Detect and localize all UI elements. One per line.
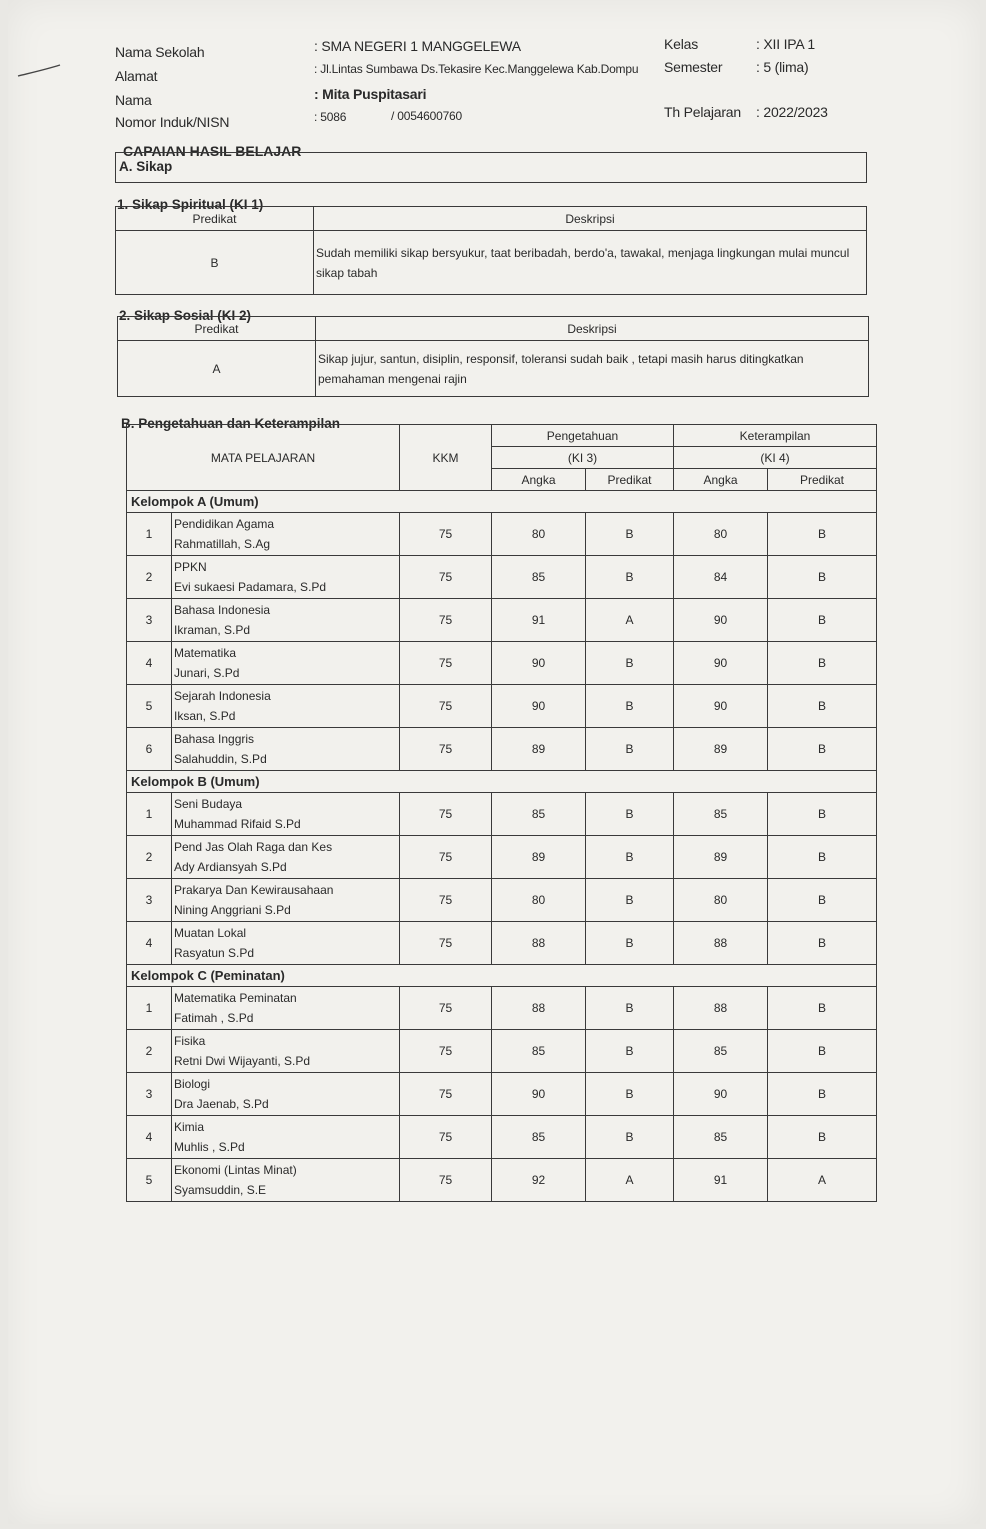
table-row (127, 879, 877, 922)
table-row (127, 1159, 877, 1202)
table-row (127, 728, 877, 771)
pengetahuan-angka: 85 (492, 1030, 586, 1073)
subject-name: Pend Jas Olah Raga dan Kes (174, 840, 333, 854)
subject-name: Kimia (174, 1120, 205, 1134)
pengetahuan-predikat: B (586, 1030, 674, 1073)
grades-body (127, 491, 877, 1202)
header-keterampilan: Keterampilan (674, 425, 877, 447)
teacher-name: Syamsuddin, S.E (174, 1183, 267, 1197)
spiritual-deskripsi: Sudah memiliki sikap bersyukur, taat beribadah, berdo'a, tawakal, menjaga lingkungan mulai muncul sikap tabah (314, 231, 867, 295)
teacher-name: Muhammad Rifaid S.Pd (174, 817, 301, 831)
teacher-name: Rahmatillah, S.Ag (174, 537, 271, 551)
kkm-value: 75 (400, 1073, 492, 1116)
kkm-value: 75 (400, 685, 492, 728)
table-row (127, 556, 877, 599)
pengetahuan-angka: 89 (492, 836, 586, 879)
table-row (127, 513, 877, 556)
kkm-value: 75 (400, 793, 492, 836)
pengetahuan-predikat: A (586, 599, 674, 642)
address-value: : Jl.Lintas Sumbawa Ds.Tekasire Kec.Manggelewa Kab.Dompu (314, 62, 639, 76)
sosial-deskripsi: Sikap jujur, santun, disiplin, responsif, toleransi sudah baik , tetapi masih harus ditingkatkan pemahaman mengenai rajin (316, 341, 869, 397)
kkm-value: 75 (400, 513, 492, 556)
subject-cell (172, 1159, 400, 1202)
kkm-value: 75 (400, 879, 492, 922)
sosial-predikat: A (118, 341, 316, 397)
school-label: Nama Sekolah (115, 44, 205, 60)
teacher-name: Fatimah , S.Pd (174, 1011, 254, 1025)
spiritual-heading: 1. Sikap Spiritual (KI 1) (117, 197, 264, 212)
pengetahuan-predikat: B (586, 836, 674, 879)
subject-name: Muatan Lokal (174, 926, 247, 940)
subject-name: Fisika (174, 1034, 206, 1048)
keterampilan-angka: 80 (674, 513, 768, 556)
spiritual-table (115, 206, 867, 295)
kkm-value: 75 (400, 1159, 492, 1202)
header-ki4: (KI 4) (674, 447, 877, 469)
pengetahuan-predikat: A (586, 1159, 674, 1202)
teacher-name: Iksan, S.Pd (174, 709, 236, 723)
pengetahuan-angka: 85 (492, 793, 586, 836)
group-row (127, 771, 877, 793)
keterampilan-predikat: B (768, 836, 877, 879)
pengetahuan-predikat: B (586, 513, 674, 556)
subject-name: Matematika (174, 646, 237, 660)
row-number: 1 (127, 793, 172, 836)
kkm-value: 75 (400, 599, 492, 642)
pengetahuan-angka: 89 (492, 728, 586, 771)
keterampilan-angka: 89 (674, 836, 768, 879)
keterampilan-predikat: B (768, 642, 877, 685)
spiritual-col-deskripsi: Deskripsi (314, 207, 867, 231)
row-number: 5 (127, 1159, 172, 1202)
header-pengetahuan: Pengetahuan (492, 425, 674, 447)
pengetahuan-angka: 90 (492, 685, 586, 728)
teacher-name: Junari, S.Pd (174, 666, 240, 680)
table-row (127, 685, 877, 728)
sosial-heading: 2. Sikap Sosial (KI 2) (119, 308, 252, 323)
subject-name: Sejarah Indonesia (174, 689, 271, 703)
pengetahuan-angka: 85 (492, 556, 586, 599)
kkm-value: 75 (400, 556, 492, 599)
spiritual-predikat: B (116, 231, 314, 295)
row-number: 2 (127, 836, 172, 879)
keterampilan-predikat: B (768, 599, 877, 642)
keterampilan-angka: 80 (674, 879, 768, 922)
row-number: 4 (127, 922, 172, 965)
grades-table (126, 424, 877, 1202)
keterampilan-angka: 84 (674, 556, 768, 599)
row-number: 6 (127, 728, 172, 771)
row-number: 3 (127, 599, 172, 642)
keterampilan-angka: 85 (674, 1030, 768, 1073)
pengetahuan-predikat: B (586, 685, 674, 728)
keterampilan-predikat: B (768, 685, 877, 728)
subject-cell (172, 728, 400, 771)
header-k-predikat: Predikat (768, 469, 877, 491)
subject-name: Biologi (174, 1077, 211, 1091)
pengetahuan-angka: 88 (492, 987, 586, 1030)
keterampilan-angka: 85 (674, 793, 768, 836)
pengetahuan-angka: 85 (492, 1116, 586, 1159)
student-name: : Mita Puspitasari (314, 86, 427, 102)
table-row (127, 1116, 877, 1159)
name-label: Nama (115, 92, 152, 108)
pengetahuan-predikat: B (586, 728, 674, 771)
keterampilan-angka: 90 (674, 599, 768, 642)
subject-cell (172, 793, 400, 836)
keterampilan-predikat: B (768, 922, 877, 965)
table-row (127, 1030, 877, 1073)
semester-label: Semester (664, 59, 723, 75)
header-p-angka: Angka (492, 469, 586, 491)
keterampilan-predikat: B (768, 987, 877, 1030)
subject-cell (172, 922, 400, 965)
sikap-title: A. Sikap (119, 159, 173, 174)
keterampilan-predikat: B (768, 1073, 877, 1116)
subject-cell (172, 685, 400, 728)
subject-cell (172, 1073, 400, 1116)
subject-cell (172, 1116, 400, 1159)
subject-cell (172, 1030, 400, 1073)
pengetahuan-angka: 90 (492, 1073, 586, 1116)
pengetahuan-predikat: B (586, 922, 674, 965)
header-subject: MATA PELAJARAN (127, 425, 400, 491)
kkm-value: 75 (400, 922, 492, 965)
teacher-name: Retni Dwi Wijayanti, S.Pd (174, 1054, 311, 1068)
keterampilan-predikat: B (768, 793, 877, 836)
group-row (127, 491, 877, 513)
semester-value: : 5 (lima) (756, 59, 809, 75)
pengetahuan-angka: 88 (492, 922, 586, 965)
keterampilan-angka: 90 (674, 642, 768, 685)
subject-cell (172, 599, 400, 642)
spiritual-col-predikat: Predikat (116, 207, 314, 231)
sosial-col-deskripsi: Deskripsi (316, 317, 869, 341)
teacher-name: Rasyatun S.Pd (174, 946, 255, 960)
table-row (127, 1073, 877, 1116)
teacher-name: Nining Anggriani S.Pd (174, 903, 291, 917)
year-value: : 2022/2023 (756, 104, 828, 120)
class-label: Kelas (664, 36, 699, 52)
table-row (127, 599, 877, 642)
header-kkm: KKM (400, 425, 492, 491)
address-label: Alamat (115, 68, 158, 84)
keterampilan-predikat: B (768, 728, 877, 771)
keterampilan-angka: 88 (674, 922, 768, 965)
header-p-predikat: Predikat (586, 469, 674, 491)
subject-cell (172, 836, 400, 879)
row-number: 1 (127, 987, 172, 1030)
keterampilan-predikat: B (768, 1030, 877, 1073)
subject-cell (172, 513, 400, 556)
pengetahuan-predikat: B (586, 987, 674, 1030)
subject-name: Pendidikan Agama (174, 517, 275, 531)
pengetahuan-predikat: B (586, 556, 674, 599)
kkm-value: 75 (400, 728, 492, 771)
subject-name: Bahasa Indonesia (174, 603, 271, 617)
pen-mark (16, 60, 66, 82)
pengetahuan-predikat: B (586, 1073, 674, 1116)
pengetahuan-predikat: B (586, 793, 674, 836)
keterampilan-angka: 90 (674, 1073, 768, 1116)
grades-title: B. Pengetahuan dan Keterampilan (121, 416, 341, 431)
row-number: 2 (127, 556, 172, 599)
school-value: : SMA NEGERI 1 MANGGELEWA (314, 38, 521, 54)
subject-name: Prakarya Dan Kewirausahaan (174, 883, 334, 897)
teacher-name: Dra Jaenab, S.Pd (174, 1097, 269, 1111)
group-row (127, 965, 877, 987)
teacher-name: Evi sukaesi Padamara, S.Pd (174, 580, 327, 594)
subject-cell (172, 642, 400, 685)
table-row (127, 922, 877, 965)
pengetahuan-predikat: B (586, 642, 674, 685)
kkm-value: 75 (400, 836, 492, 879)
teacher-name: Ady Ardiansyah S.Pd (174, 860, 287, 874)
keterampilan-angka: 85 (674, 1116, 768, 1159)
id-label: Nomor Induk/NISN (115, 114, 230, 130)
kkm-value: 75 (400, 642, 492, 685)
id-value: : 5086 (314, 110, 347, 124)
subject-name: Seni Budaya (174, 797, 243, 811)
row-number: 4 (127, 1116, 172, 1159)
keterampilan-predikat: B (768, 879, 877, 922)
pengetahuan-angka: 91 (492, 599, 586, 642)
pengetahuan-predikat: B (586, 1116, 674, 1159)
subject-name: Bahasa Inggris (174, 732, 255, 746)
table-row (127, 987, 877, 1030)
pengetahuan-angka: 80 (492, 513, 586, 556)
keterampilan-angka: 88 (674, 987, 768, 1030)
sosial-col-predikat: Predikat (118, 317, 316, 341)
table-row (127, 793, 877, 836)
teacher-name: Salahuddin, S.Pd (174, 752, 267, 766)
keterampilan-predikat: A (768, 1159, 877, 1202)
group-title: Kelompok C (Peminatan) (127, 965, 877, 987)
pengetahuan-angka: 80 (492, 879, 586, 922)
header-ki3: (KI 3) (492, 447, 674, 469)
subject-cell (172, 879, 400, 922)
subject-name: PPKN (174, 560, 207, 574)
group-title: Kelompok B (Umum) (127, 771, 877, 793)
kkm-value: 75 (400, 1030, 492, 1073)
section-title: CAPAIAN HASIL BELAJAR (123, 143, 302, 159)
row-number: 3 (127, 879, 172, 922)
sikap-title-box (115, 152, 867, 183)
table-row (127, 836, 877, 879)
teacher-name: Ikraman, S.Pd (174, 623, 251, 637)
keterampilan-predikat: B (768, 556, 877, 599)
row-number: 3 (127, 1073, 172, 1116)
subject-name: Ekonomi (Lintas Minat) (174, 1163, 297, 1177)
row-number: 1 (127, 513, 172, 556)
subject-name: Matematika Peminatan (174, 991, 297, 1005)
group-title: Kelompok A (Umum) (127, 491, 877, 513)
nisn-value: / 0054600760 (391, 109, 463, 123)
row-number: 2 (127, 1030, 172, 1073)
keterampilan-angka: 91 (674, 1159, 768, 1202)
keterampilan-angka: 89 (674, 728, 768, 771)
pengetahuan-predikat: B (586, 879, 674, 922)
year-label: Th Pelajaran (664, 104, 741, 120)
row-number: 4 (127, 642, 172, 685)
table-row (127, 642, 877, 685)
kkm-value: 75 (400, 1116, 492, 1159)
row-number: 5 (127, 685, 172, 728)
teacher-name: Muhlis , S.Pd (174, 1140, 245, 1154)
class-value: : XII IPA 1 (756, 36, 816, 52)
keterampilan-predikat: B (768, 513, 877, 556)
report-paper (8, 0, 980, 1524)
keterampilan-predikat: B (768, 1116, 877, 1159)
keterampilan-angka: 90 (674, 685, 768, 728)
pengetahuan-angka: 90 (492, 642, 586, 685)
subject-cell (172, 556, 400, 599)
pengetahuan-angka: 92 (492, 1159, 586, 1202)
header-k-angka: Angka (674, 469, 768, 491)
sosial-table (117, 316, 869, 397)
subject-cell (172, 987, 400, 1030)
kkm-value: 75 (400, 987, 492, 1030)
